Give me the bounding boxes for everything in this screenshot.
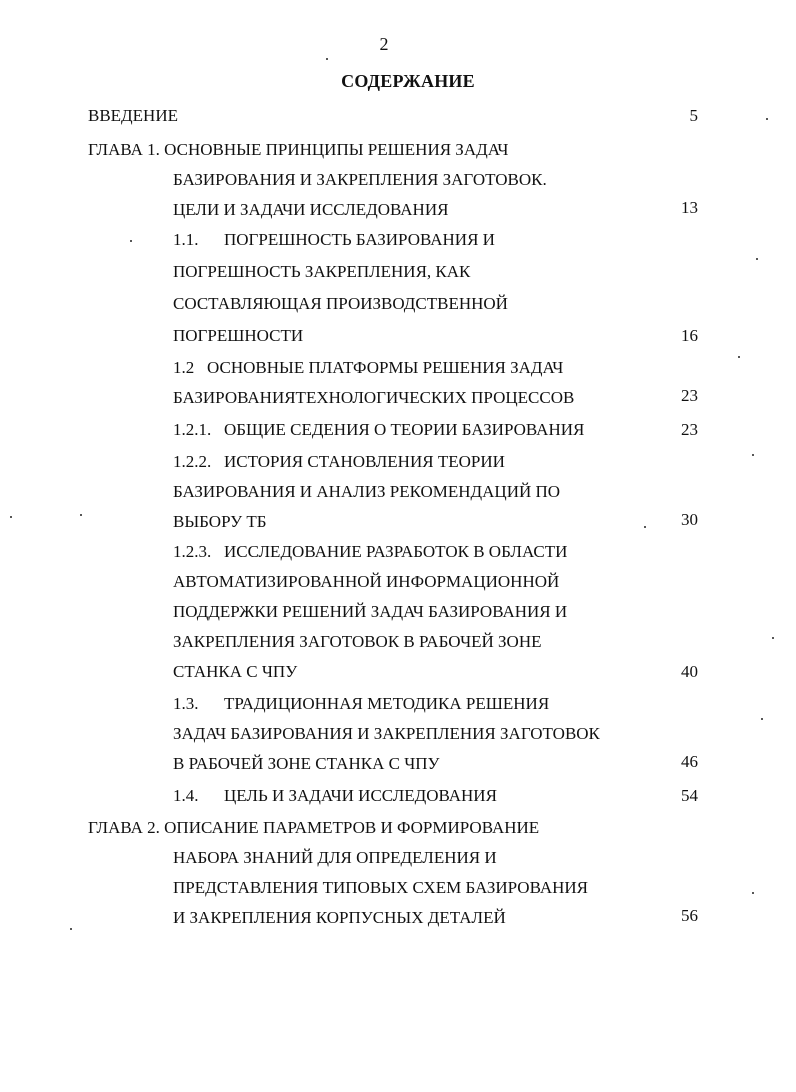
toc-page-number: 16 — [681, 326, 698, 345]
toc-line: БАЗИРОВАНИЯ И АНАЛИЗ РЕКОМЕНДАЦИЙ ПО — [173, 482, 561, 501]
scan-speck — [752, 892, 754, 894]
toc-line: ПОГРЕШНОСТИ — [173, 326, 304, 345]
toc-line: 1.2.3. ИССЛЕДОВАНИЕ РАЗРАБОТОК В ОБЛАСТИ — [173, 542, 568, 561]
toc-line: ЗАКРЕПЛЕНИЯ ЗАГОТОВОК В РАБОЧЕЙ ЗОНЕ — [173, 632, 542, 651]
scan-speck — [756, 258, 758, 260]
toc-line: СТАНКА С ЧПУ — [173, 662, 298, 681]
scan-speck — [644, 526, 646, 528]
toc-line: 1.2 ОСНОВНЫЕ ПЛАТФОРМЫ РЕШЕНИЯ ЗАДАЧ — [173, 358, 564, 377]
scan-speck — [761, 718, 763, 720]
toc-line: ГЛАВА 2. ОПИСАНИЕ ПАРАМЕТРОВ И ФОРМИРОВАНИЕ — [88, 818, 540, 837]
toc-page-number: 30 — [681, 510, 698, 529]
scan-speck — [738, 356, 740, 358]
toc-line: ВЫБОРУ ТБ — [173, 512, 267, 531]
scan-speck — [130, 240, 132, 242]
toc-line: ПРЕДСТАВЛЕНИЯ ТИПОВЫХ СХЕМ БАЗИРОВАНИЯ — [173, 878, 589, 897]
scan-speck — [80, 514, 82, 516]
toc-line: 1.1. ПОГРЕШНОСТЬ БАЗИРОВАНИЯ И — [173, 230, 495, 249]
toc-line: И ЗАКРЕПЛЕНИЯ КОРПУСНЫХ ДЕТАЛЕЙ — [173, 908, 506, 927]
toc-line: В РАБОЧЕЙ ЗОНЕ СТАНКА С ЧПУ — [173, 754, 440, 773]
page-number: 2 — [379, 34, 389, 54]
toc-line: ВВЕДЕНИЕ — [88, 106, 178, 125]
scan-speck — [70, 928, 72, 930]
toc-line: ГЛАВА 1. ОСНОВНЫЕ ПРИНЦИПЫ РЕШЕНИЯ ЗАДАЧ — [88, 140, 509, 159]
page-title: СОДЕРЖАНИЕ — [341, 71, 475, 91]
toc-line: ЗАДАЧ БАЗИРОВАНИЯ И ЗАКРЕПЛЕНИЯ ЗАГОТОВОК — [173, 724, 600, 743]
scan-speck — [766, 118, 768, 120]
toc-line: ПОГРЕШНОСТЬ ЗАКРЕПЛЕНИЯ, КАК — [173, 262, 471, 281]
toc-line: ЦЕЛИ И ЗАДАЧИ ИССЛЕДОВАНИЯ — [173, 200, 449, 219]
toc-page-number: 13 — [681, 198, 698, 217]
scan-speck — [326, 58, 328, 60]
scan-speck — [10, 516, 12, 518]
toc-line: СОСТАВЛЯЮЩАЯ ПРОИЗВОДСТВЕННОЙ — [173, 294, 508, 313]
scan-speck — [772, 637, 774, 639]
toc-page-number: 5 — [689, 106, 698, 125]
toc-page-number: 54 — [681, 786, 698, 805]
toc-line: ПОДДЕРЖКИ РЕШЕНИЙ ЗАДАЧ БАЗИРОВАНИЯ И — [173, 602, 568, 621]
toc-line: НАБОРА ЗНАНИЙ ДЛЯ ОПРЕДЕЛЕНИЯ И — [173, 848, 497, 867]
toc-line: 1.4. ЦЕЛЬ И ЗАДАЧИ ИССЛЕДОВАНИЯ — [173, 786, 497, 805]
toc-line: АВТОМАТИЗИРОВАННОЙ ИНФОРМАЦИОННОЙ — [173, 572, 560, 591]
toc-page-number: 46 — [681, 752, 698, 771]
toc-page-number: 23 — [681, 386, 698, 405]
scan-speck — [752, 454, 754, 456]
toc-line: 1.2.2. ИСТОРИЯ СТАНОВЛЕНИЯ ТЕОРИИ — [173, 452, 505, 471]
toc-page-number: 23 — [681, 420, 698, 439]
toc-line: 1.3. ТРАДИЦИОННАЯ МЕТОДИКА РЕШЕНИЯ — [173, 694, 550, 713]
toc-page-number: 56 — [681, 906, 698, 925]
toc-line: БАЗИРОВАНИЯТЕХНОЛОГИЧЕСКИХ ПРОЦЕССОВ — [173, 388, 575, 407]
toc-page-number: 40 — [681, 662, 698, 681]
toc-line: 1.2.1. ОБЩИЕ СЕДЕНИЯ О ТЕОРИИ БАЗИРОВАНИЯ — [173, 420, 585, 439]
toc-line: БАЗИРОВАНИЯ И ЗАКРЕПЛЕНИЯ ЗАГОТОВОК. — [173, 170, 547, 189]
